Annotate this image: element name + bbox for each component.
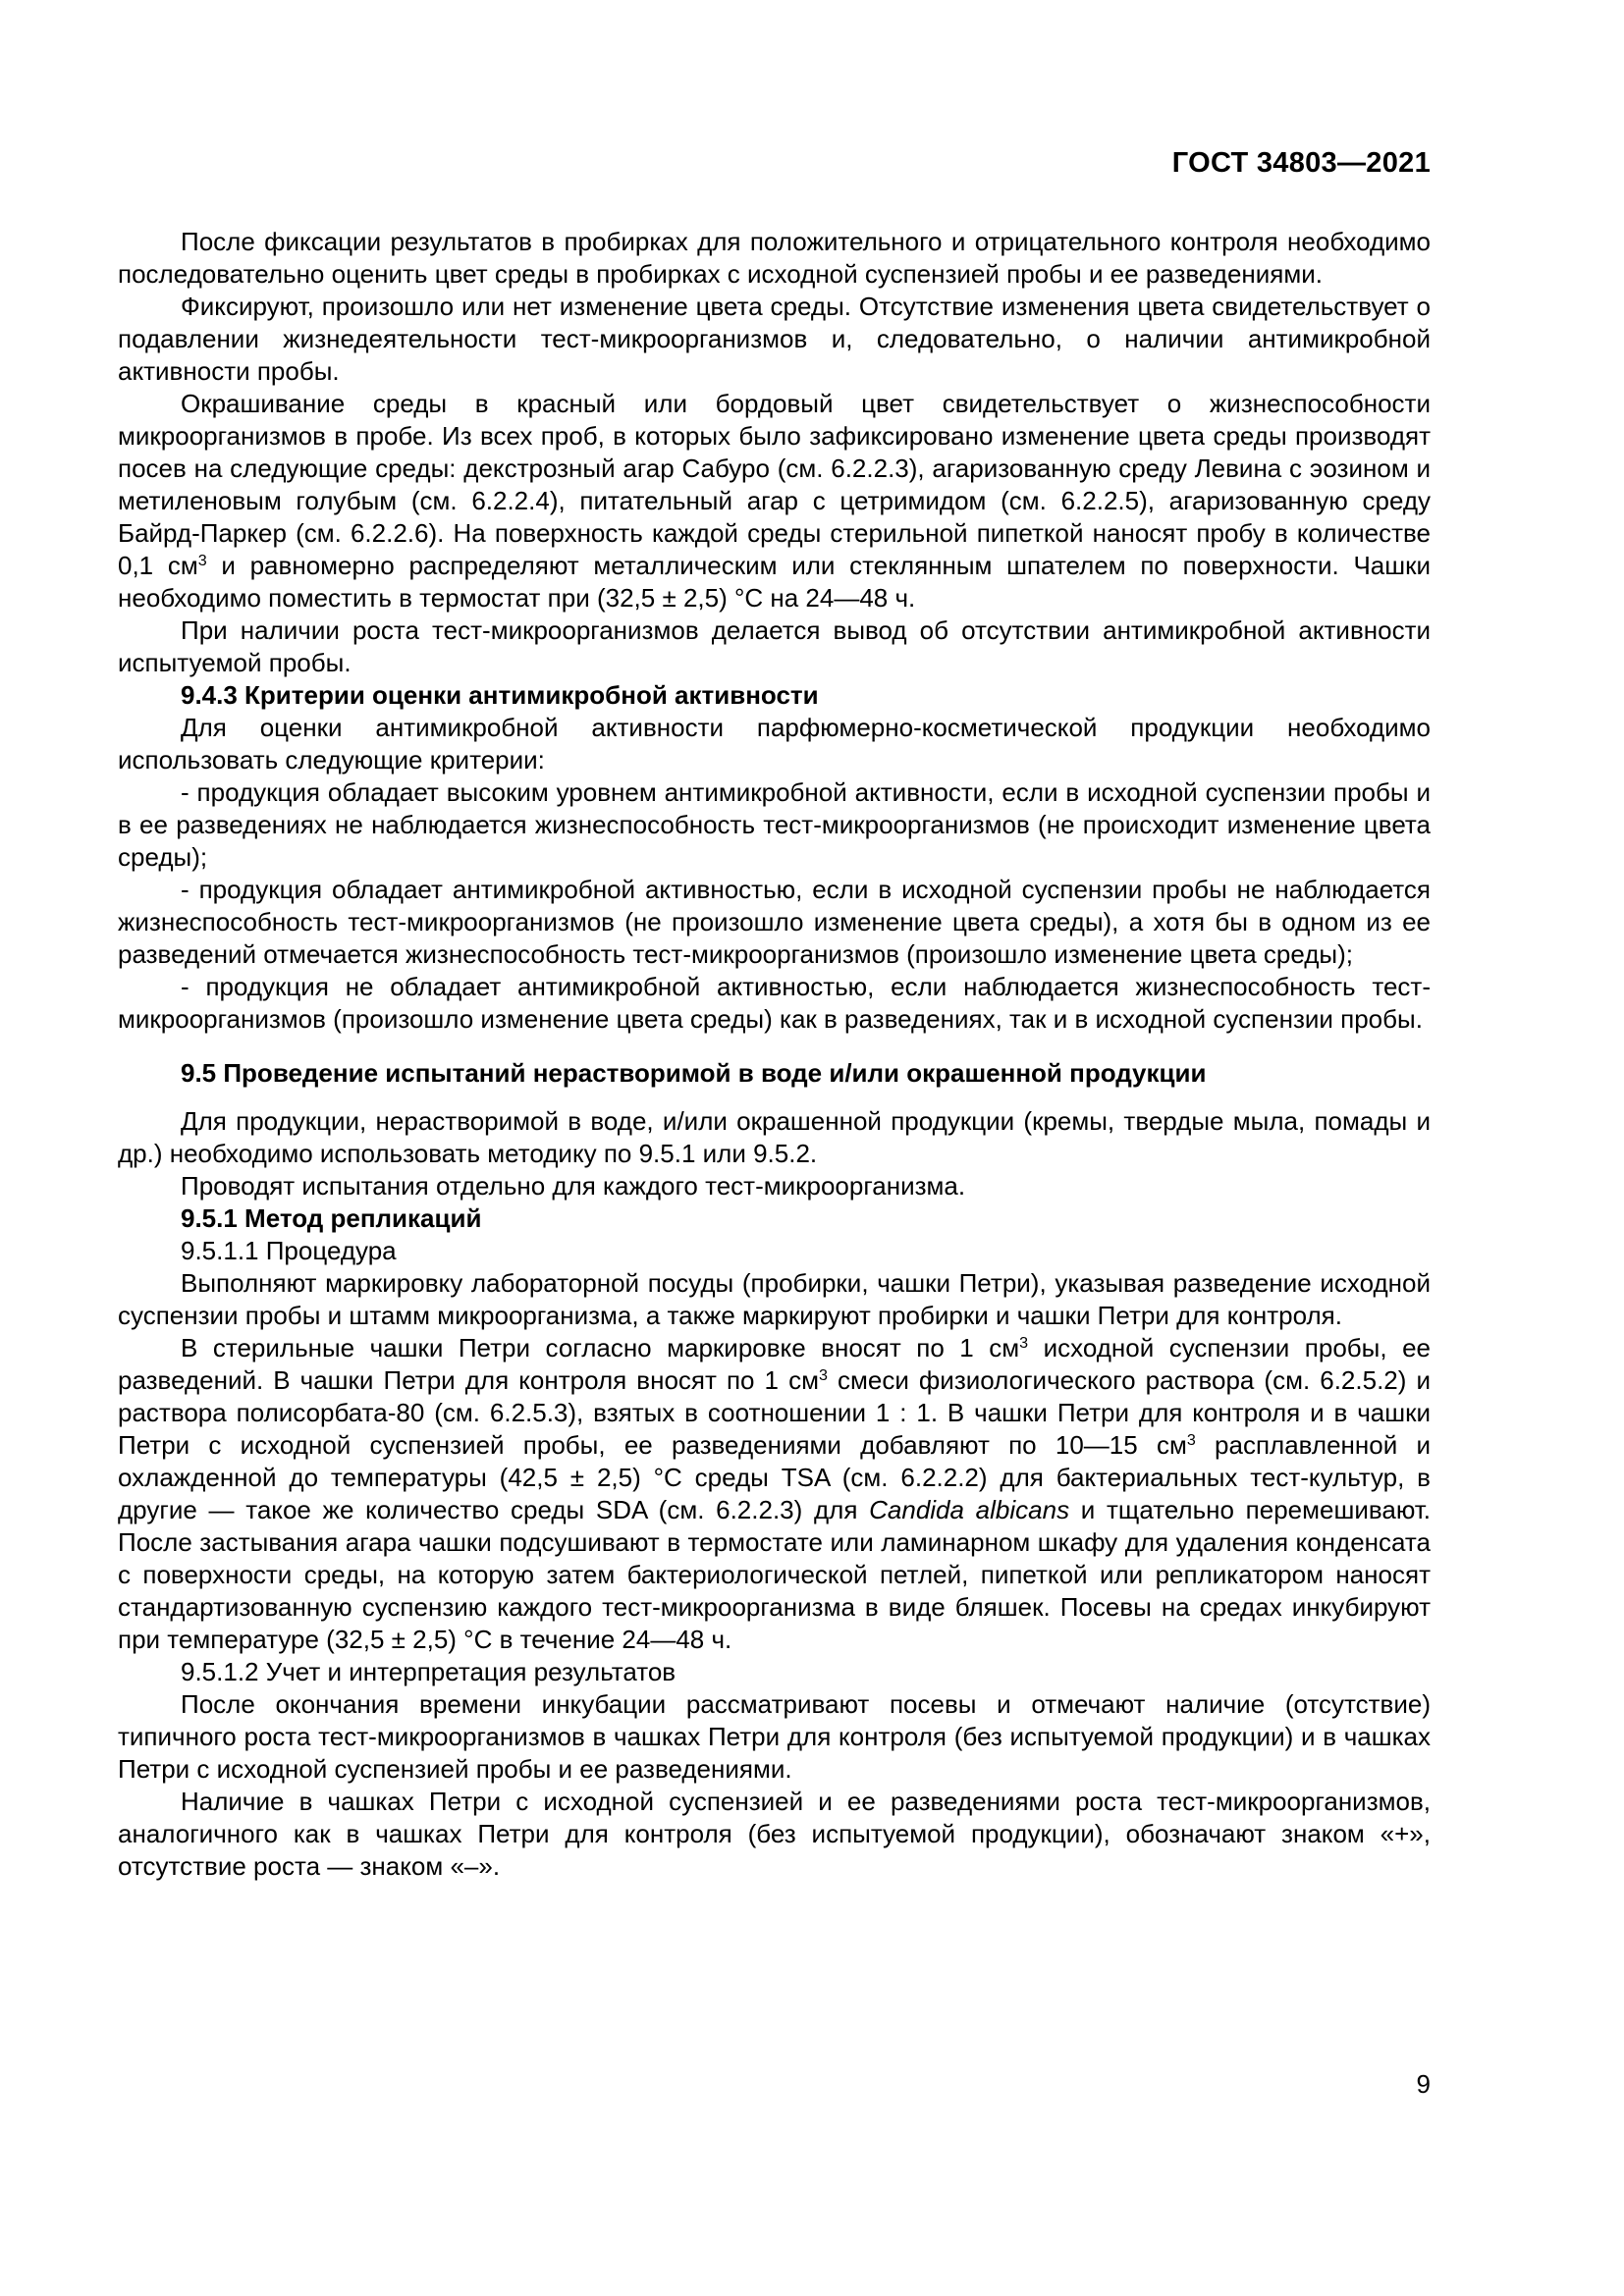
document-footer [118, 2069, 1431, 2100]
paragraph [118, 971, 1431, 1036]
text-run: - продукция обладает антимикробной активностью, если в исходной суспензии пробы не наблюдается жизнеспособность тест-микроорганизмов (не произошло изменение цвета среды), а хотя бы в одном из ее разведений отмечается жизнеспособность тест-микроорганизмов (произошло изменение цвета среды); [118, 875, 1431, 969]
section-heading [118, 1057, 1431, 1090]
paragraph [118, 1688, 1431, 1786]
text-run: и тщательно перемешивают. После застывания агара чашки подсушивают в термостате или ламинарном шкафу для удаления конденсата с поверхности среды, на которую затем бактериологической петлей, пипеткой или репликатором наносят стандартизованную суспензию каждого тест-микроорганизма в виде бляшек. Посевы на средах инкубируют при температуре (32,5 ± 2,5) °С в течение 24—48 ч. [118, 1495, 1431, 1654]
text-run: Окрашивание среды в красный или бордовый цвет свидетельствует о жизнеспособности микроорганизмов в пробе. Из всех проб, в которых было зафиксировано изменение цвета среды производят посев на следующие среды: декстрозный агар Сабуро (см. 6.2.2.3), агаризованную среду Левина с эозином и метиленовым голубым (см. 6.2.2.4), питательный агар с цетримидом (см. 6.2.2.5), агаризованную среду Байрд-Паркер (см. 6.2.2.6). На поверхность каждой среды стерильной пипеткой наносят пробу в количестве 0,1 см [118, 389, 1431, 580]
paragraph [118, 1105, 1431, 1170]
text-run: При наличии роста тест-микроорганизмов делается вывод об отсутствии антимикробной активности испытуемой пробы. [118, 615, 1431, 677]
document-header [118, 147, 1431, 180]
document-body [118, 226, 1431, 1883]
paragraph [118, 388, 1431, 614]
superscript: 3 [1186, 1431, 1196, 1450]
text-run: расплавленной и охлажденной до температуры (42,5 ± 2,5) °С среды TSA (см. 6.2.2.2) для бактериальных тест-культур, в другие — такое же количество среды SDA (см. 6.2.2.3) для [118, 1430, 1431, 1524]
text-run: 9.5 Проведение испытаний нерастворимой в воде и/или окрашенной продукции [181, 1058, 1207, 1088]
clause-heading [118, 1202, 1431, 1235]
superscript: 3 [818, 1366, 828, 1385]
text-run: Выполняют маркировку лабораторной посуды (пробирки, чашки Петри), указывая разведение исходной суспензии пробы и штамм микроорганизма, а также маркируют пробирки и чашки Петри для контроля. [118, 1268, 1431, 1330]
paragraph [118, 1170, 1431, 1202]
superscript: 3 [197, 552, 207, 570]
paragraph [118, 614, 1431, 679]
page-number: 9 [1416, 2069, 1431, 2099]
clause-heading [118, 679, 1431, 712]
text-run: Для продукции, нерастворимой в воде, и/или окрашенной продукции (кремы, твердые мыла, помады и др.) необходимо использовать методику по 9.5.1 или 9.5.2. [118, 1106, 1431, 1168]
paragraph [118, 1235, 1431, 1267]
text-run: 9.5.1.2 Учет и интерпретация результатов [181, 1657, 677, 1686]
text-run: 9.5.1.1 Процедура [181, 1236, 397, 1265]
paragraph [118, 1656, 1431, 1688]
text-run: В стерильные чашки Петри согласно маркировке вносят по 1 см [181, 1333, 1020, 1362]
paragraph [118, 1786, 1431, 1883]
superscript: 3 [1019, 1334, 1029, 1353]
text-run: - продукция обладает высоким уровнем антимикробной активности, если в исходной суспензии пробы и в ее разведениях не наблюдается жизнеспособность тест-микроорганизмов (не происходит изменение цвета среды); [118, 777, 1431, 872]
paragraph [118, 776, 1431, 874]
paragraph [118, 712, 1431, 776]
species-name: Candida albicans [869, 1495, 1070, 1524]
paragraph [118, 1267, 1431, 1332]
paragraph [118, 291, 1431, 388]
paragraph [118, 1332, 1431, 1656]
text-run: исходной суспензии пробы, ее разведений. В чашки Петри для контроля вносят по 1 см [118, 1333, 1431, 1395]
standard-code: ГОСТ 34803—2021 [1171, 147, 1431, 179]
text-run: 9.4.3 Критерии оценки антимикробной активности [181, 680, 819, 710]
text-run: После фиксации результатов в пробирках для положительного и отрицательного контроля необходимо последовательно оценить цвет среды в пробирках с исходной суспензией пробы и ее разведениями. [118, 227, 1431, 289]
text-run: 9.5.1 Метод репликаций [181, 1203, 482, 1233]
text-run: Проводят испытания отдельно для каждого тест-микроорганизма. [181, 1171, 966, 1201]
paragraph [118, 226, 1431, 291]
text-run: - продукция не обладает антимикробной активностью, если наблюдается жизнеспособность тест-микроорганизмов (произошло изменение цвета среды) как в разведениях, так и в исходной суспензии пробы. [118, 972, 1431, 1034]
text-run: Для оценки антимикробной активности парфюмерно-косметической продукции необходимо использовать следующие критерии: [118, 713, 1431, 774]
text-run: Наличие в чашках Петри с исходной суспензией и ее разведениями роста тест-микроорганизмов, аналогичного как в чашках Петри для контроля (без испытуемой продукции), обозначают знаком «+», отсутствие роста — знаком «–». [118, 1787, 1431, 1881]
text-run: После окончания времени инкубации рассматривают посевы и отмечают наличие (отсутствие) типичного роста тест-микроорганизмов в чашках Петри для контроля (без испытуемой продукции) и в чашках Петри с исходной суспензией пробы и ее разведениями. [118, 1689, 1431, 1784]
text-run: смеси физиологического раствора (см. 6.2.5.2) и раствора полисорбата-80 (см. 6.2.5.3), взятых в соотношении 1 : 1. В чашки Петри для контроля и в чашки Петри с исходной суспензией пробы, ее разведениями добавляют по 10—15 см [118, 1365, 1432, 1460]
text-run: и равномерно распределяют металлическим или стеклянным шпателем по поверхности. Чашки необходимо поместить в термостат при (32,5 ± 2,5) °С на 24—48 ч. [118, 551, 1431, 613]
paragraph [118, 874, 1431, 971]
text-run: Фиксируют, произошло или нет изменение цвета среды. Отсутствие изменения цвета свидетельствует о подавлении жизнедеятельности тест-микроорганизмов и, следовательно, о наличии антимикробной активности пробы. [118, 292, 1431, 386]
